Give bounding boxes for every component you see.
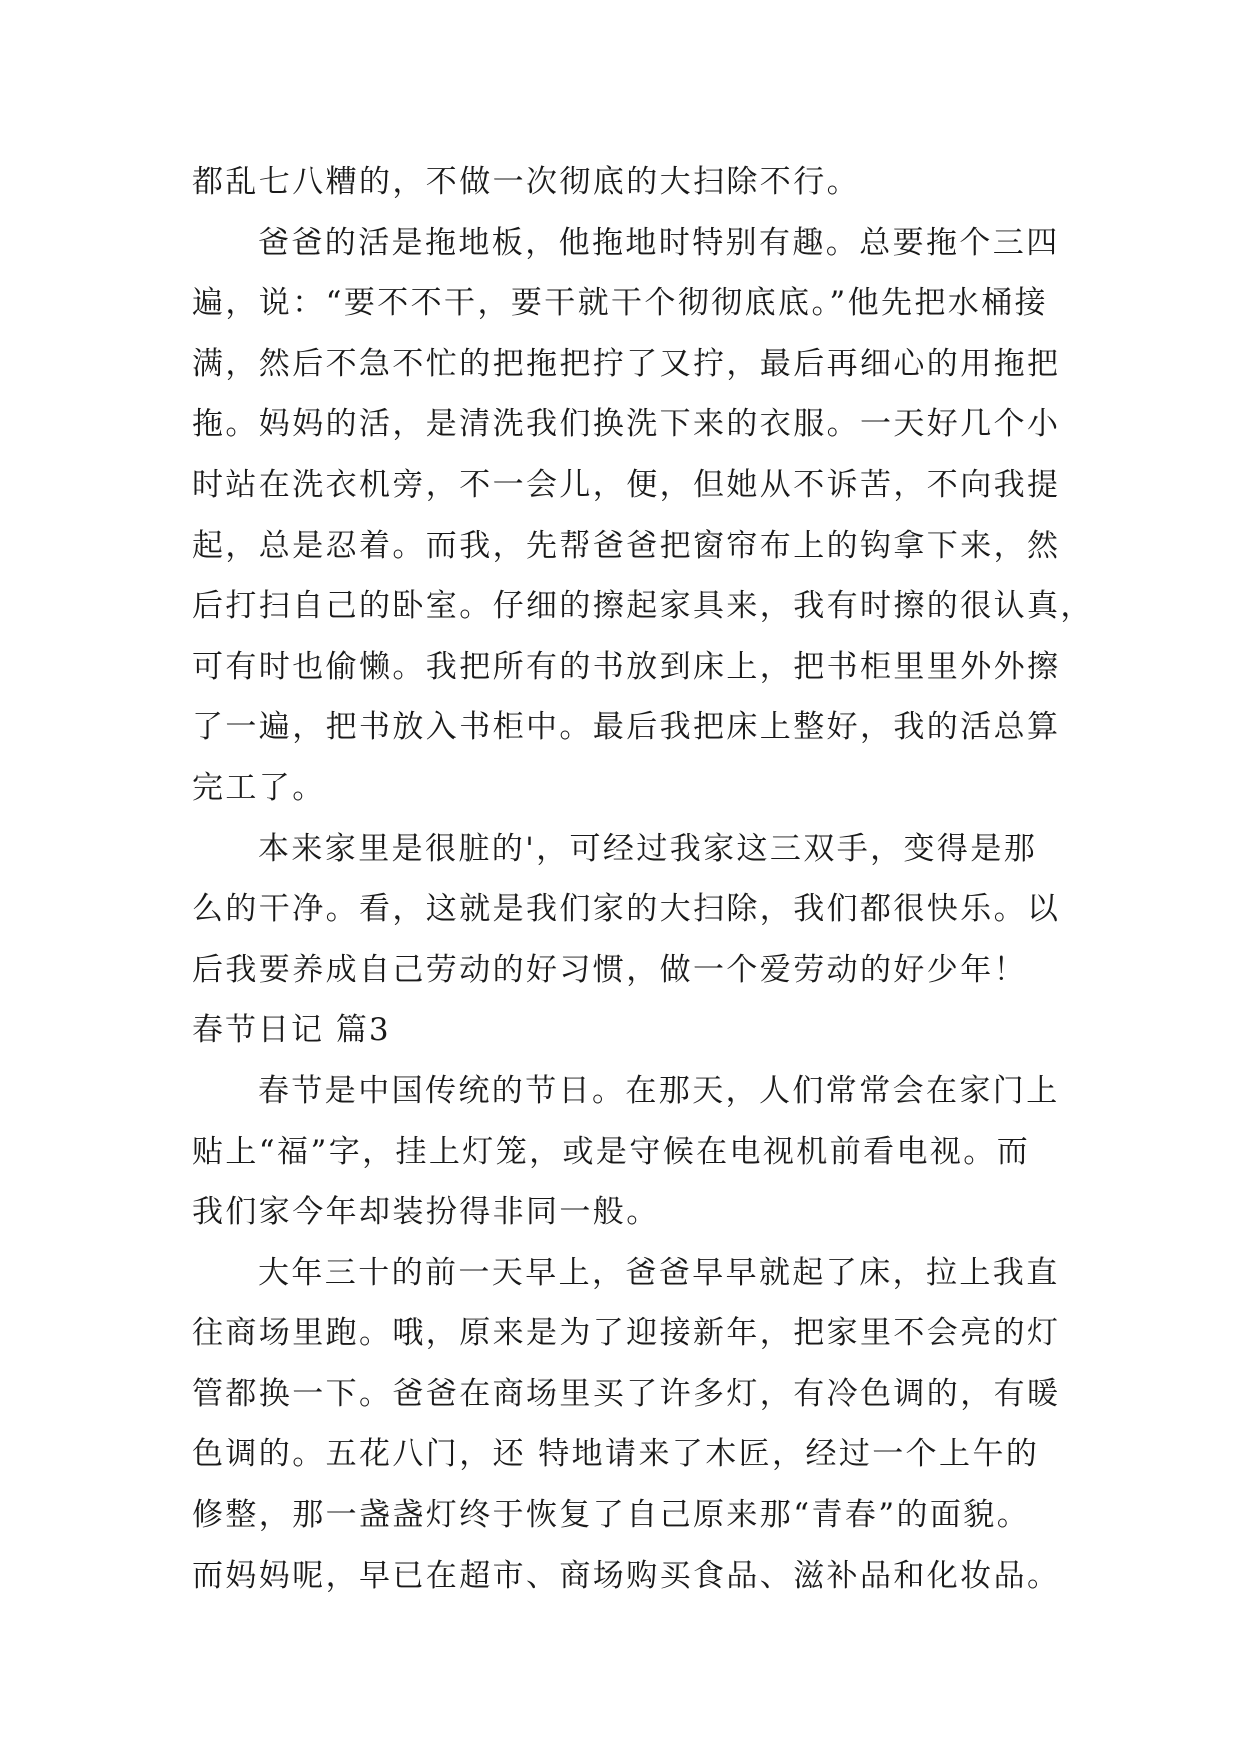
document-body <box>192 152 1094 1606</box>
text-line: 修整，那一盏盏灯终于恢复了自己原来那“青春”的面貌。 <box>192 1497 1031 1534</box>
text-line: 本来家里是很脏的'，可经过我家这三双手，变得是那 <box>258 830 1038 867</box>
text-line: 色调的。五花八门，还 特地请来了木匠，经过一个上午的 <box>192 1436 1040 1473</box>
text-line: 可有时也偷懒。我把所有的书放到床上，把书柜里里外外擦 <box>192 648 1061 685</box>
text-line: 大年三十的前一天早上，爸爸早早就起了床，拉上我直 <box>258 1254 1060 1291</box>
text-line: 起，总是忍着。而我，先帮爸爸把窗帘布上的钩拿下来，然 <box>192 527 1061 564</box>
paragraph-spring-festival-intro <box>192 1061 1072 1243</box>
text-line: 完工了。 <box>192 769 326 806</box>
text-line: 管都换一下。爸爸在商场里买了许多灯，有冷色调的，有暖 <box>192 1375 1061 1412</box>
text-line: 而妈妈呢，早已在超市、商场购买食品、滋补品和化妆品。 <box>192 1557 1061 1594</box>
text-line: 后我要养成自己劳动的好习惯，做一个爱劳动的好少年！ <box>192 951 1027 988</box>
text-line: 遍，说：“要不不干，要干就干个彻彻底底。”他先把水桶接 <box>192 285 1048 322</box>
paragraph-conclusion <box>192 819 1072 1001</box>
heading-text: 春节日记 篇3 <box>192 1012 391 1049</box>
text-line: 往商场里跑。哦，原来是为了迎接新年，把家里不会亮的灯 <box>192 1315 1061 1352</box>
section-heading <box>192 1000 1072 1061</box>
text-line: 拖。妈妈的活，是清洗我们换洗下来的衣服。一天好几个小 <box>192 406 1061 443</box>
text-line: 了一遍，把书放入书柜中。最后我把床上整好，我的活总算 <box>192 709 1061 746</box>
text-line: 都乱七八糟的，不做一次彻底的大扫除不行。 <box>192 164 860 200</box>
paragraph-new-year-eve <box>192 1243 1072 1607</box>
text-line: 我们家今年却装扮得非同一般。 <box>192 1194 660 1231</box>
paragraph-continuation <box>192 152 1072 213</box>
text-line: 贴上“福”字，挂上灯笼，或是守候在电视机前看电视。而 <box>192 1133 1031 1170</box>
text-line: 满，然后不急不忙的把拖把拧了又拧，最后再细心的用拖把 <box>192 345 1061 382</box>
text-line: 么的干净。看，这就是我们家的大扫除，我们都很快乐。以 <box>192 891 1061 928</box>
text-line: 春节是中国传统的节日。在那天，人们常常会在家门上 <box>258 1072 1060 1109</box>
paragraph-cleaning-roles <box>192 213 1094 819</box>
text-line: 后打扫自己的卧室。仔细的擦起家具来，我有时擦的很认真， <box>192 588 1094 625</box>
text-line: 爸爸的活是拖地板，他拖地时特别有趣。总要拖个三四 <box>258 224 1060 261</box>
text-line: 时站在洗衣机旁，不一会儿，便，但她从不诉苦，不向我提 <box>192 466 1061 503</box>
